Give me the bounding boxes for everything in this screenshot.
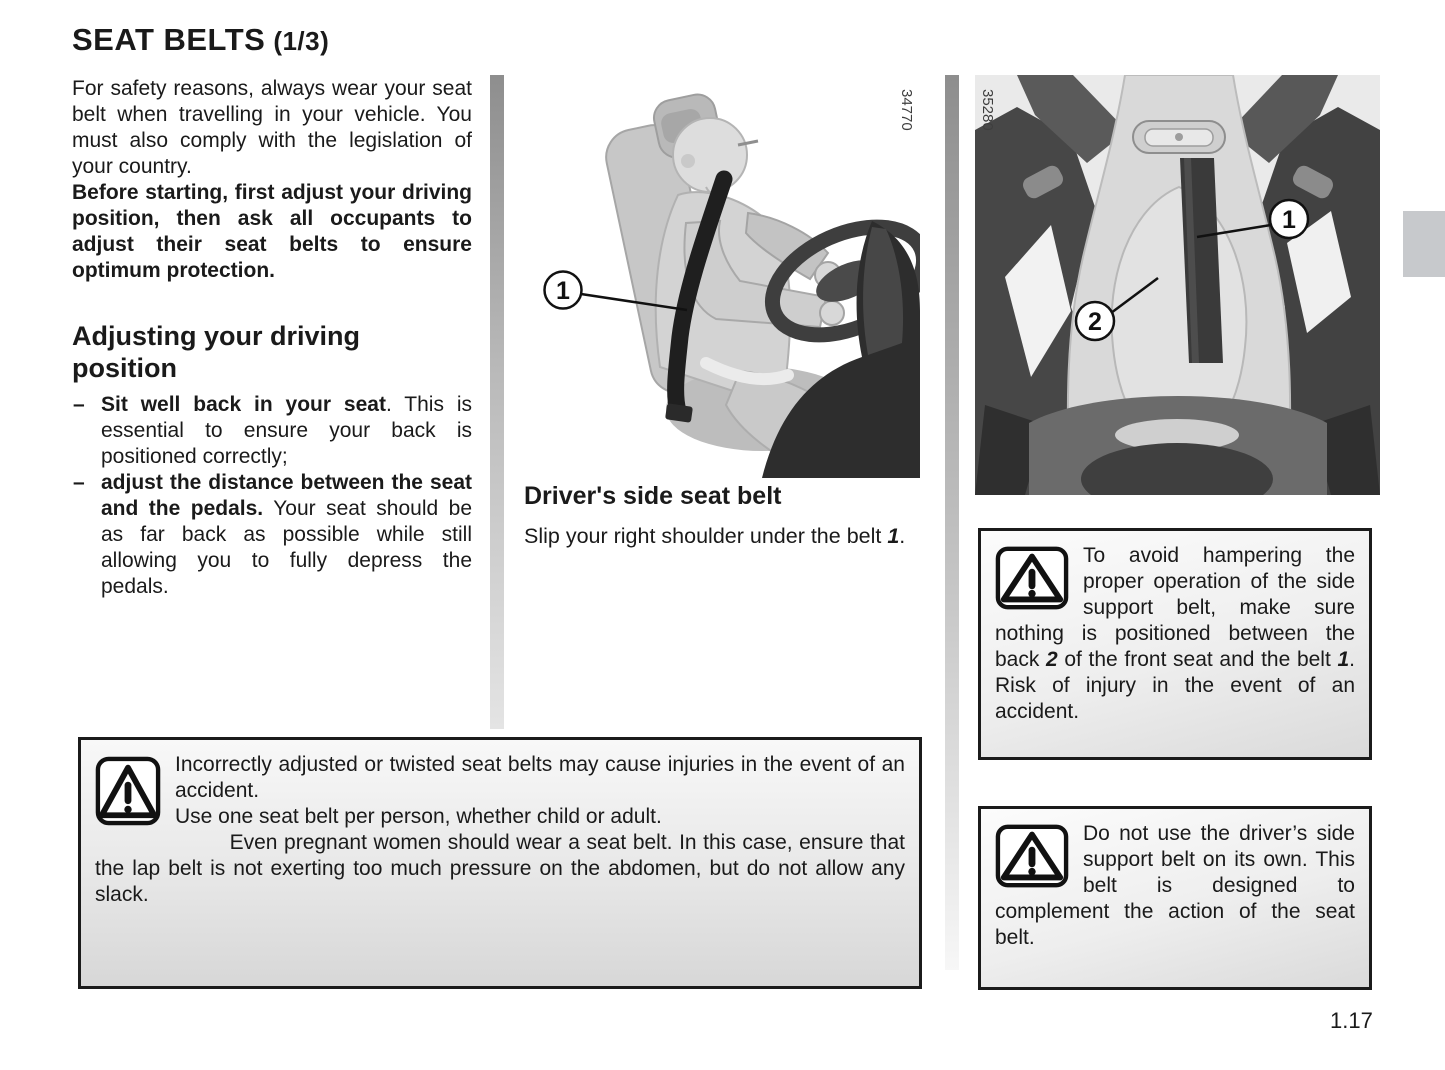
warning-text-run: of the front seat and the belt — [1057, 648, 1338, 671]
belt-ref-1: 1 — [1337, 648, 1350, 671]
callout-2-label: 2 — [1088, 308, 1102, 336]
warning-text-run: . Risk of injury in the event of an accident. — [995, 648, 1355, 723]
figure-number: 35280 — [979, 89, 996, 131]
intro-bold-paragraph: Before starting, first adjust your driving position, then ask all occupants to adjust their seat belts to ensure optimum protection. — [72, 181, 472, 282]
section-heading: Adjusting your driving position — [72, 321, 360, 383]
chapter-tab — [1403, 211, 1445, 277]
page-title — [72, 22, 329, 58]
warning-triangle-icon — [995, 545, 1069, 611]
warning-box-side-support — [978, 528, 1372, 760]
warning-triangle-icon — [95, 754, 161, 828]
figure-driver-illustration — [510, 75, 920, 478]
intro-paragraph: For safety reasons, always wear your seat belt when travelling in your vehicle. You must also comply with the legislation of your country. — [72, 77, 472, 178]
bullet-dash: – — [73, 393, 85, 416]
driver-illustration-svg — [510, 75, 920, 478]
callout-1-label: 1 — [1282, 206, 1296, 234]
separator-bar-left — [490, 75, 504, 729]
warning-box-driver-side — [978, 806, 1372, 990]
warning-driver-side-text: Do not use the driver’s side support belt on its own. This belt is designed to complement the action of the seat belt. — [995, 822, 1355, 949]
figure-number: 34770 — [898, 89, 915, 131]
driver-head — [673, 118, 747, 192]
bullet-item — [72, 470, 472, 600]
back-ref-2: 2 — [1046, 648, 1058, 671]
page-number: 1.17 — [1330, 1008, 1373, 1033]
warning-general-p3: Even pregnant women should wear a seat belt. In this case, ensure that the lap belt is not exerting too much pressure on the abdomen, but do not allow any slack. — [95, 831, 905, 906]
bullet-dash: – — [73, 471, 85, 494]
bullet-lead: Sit well back in your seat — [101, 393, 386, 416]
bullet-rest: Your seat should be as far back as possible while still allowing you to fully depress the pedals. — [101, 497, 472, 598]
separator-bar-right — [945, 75, 959, 970]
figure-caption — [524, 482, 926, 549]
seat-base — [1029, 396, 1327, 495]
caption-text — [524, 523, 926, 549]
warning-general-p1: Incorrectly adjusted or twisted seat belts may cause injuries in the event of an accident. — [175, 753, 905, 802]
warning-general-p2: Use one seat belt per person, whether child or adult. — [175, 805, 662, 828]
caption-text-post: . — [899, 524, 906, 548]
belt-ref-1: 1 — [887, 524, 900, 548]
page-title-main: SEAT BELTS — [72, 22, 266, 57]
bullet-list — [72, 392, 472, 600]
page-title-suffix: (1/3) — [273, 26, 330, 56]
seatback-illustration-svg — [975, 75, 1380, 495]
warning-text-run: To avoid hampering the proper operation of the side support belt, make sure nothing is positioned between the back — [995, 544, 1355, 671]
warning-triangle-icon — [995, 823, 1069, 889]
callout-1-label: 1 — [556, 277, 570, 305]
left-text-column — [72, 76, 472, 600]
bullet-lead: adjust the distance between the seat and the pedals. — [101, 471, 472, 520]
warning-box-general — [78, 737, 922, 989]
bullet-item — [72, 392, 472, 470]
driver-hand — [820, 301, 844, 325]
bullet-rest: . This is essential to ensure your back is positioned correctly; — [101, 393, 472, 468]
figure-seatback-illustration — [975, 75, 1380, 495]
caption-title: Driver's side seat belt — [524, 482, 782, 510]
caption-text-pre: Slip your right shoulder under the belt — [524, 524, 888, 548]
